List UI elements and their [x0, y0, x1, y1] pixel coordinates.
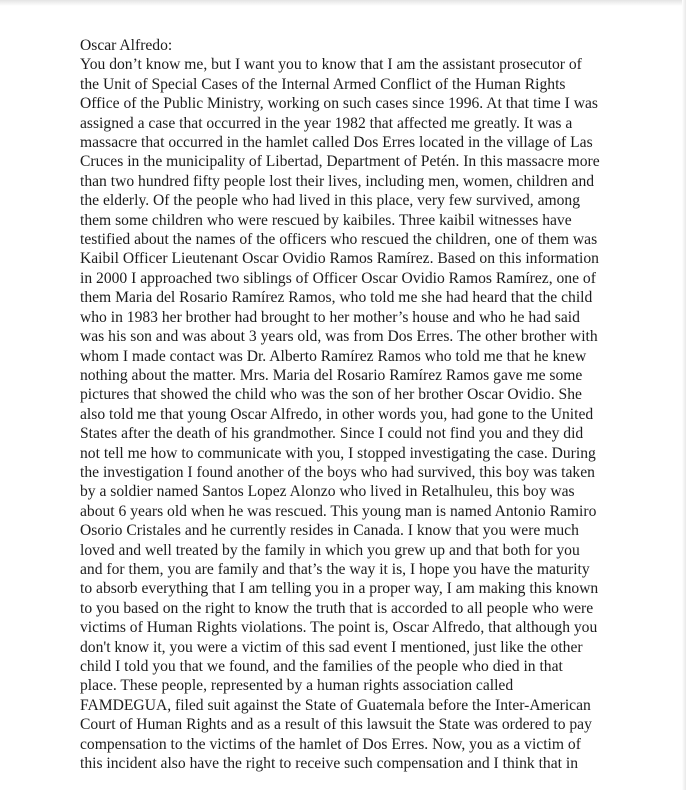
letter-line: States after the death of his grandmother. Since I could not find you and they did	[80, 425, 584, 443]
letter-line: also told me that young Oscar Alfredo, in other words you, had gone to the United	[80, 405, 594, 423]
letter-line: Kaibil Officer Lieutenant Oscar Ovidio Ramos Ramírez. Based on this information	[80, 250, 599, 268]
letter-line: was his son and was about 3 years old, was from Dos Erres. The other brother with	[80, 328, 598, 346]
letter-line: assigned a case that occurred in the year 1982 that affected me greatly. It was a	[80, 114, 573, 132]
letter-line: this incident also have the right to receive such compensation and I think that in	[80, 755, 579, 773]
letter-line: nothing about the matter. Mrs. Maria del Rosario Ramírez Ramos gave me some	[80, 366, 583, 384]
letter-line: the elderly. Of the people who had lived in this place, very few survived, among	[80, 192, 581, 210]
letter-line: to absorb everything that I am telling you in a proper way, I am making this known	[80, 580, 599, 598]
letter-line: FAMDEGUA, filed suit against the State of Guatemala before the Inter-American	[80, 696, 591, 714]
letter-line: Cruces in the municipality of Libertad, Department of Petén. In this massacre more	[80, 153, 600, 171]
letter-line: them Maria del Rosario Ramírez Ramos, who told me she had heard that the child	[80, 289, 593, 307]
page-right-edge	[682, 0, 686, 790]
letter-line: and for them, you are family and that’s the way it is, I hope you have the maturity	[80, 560, 590, 578]
letter-line: the investigation I found another of the boys who had survived, this boy was taken	[80, 463, 595, 481]
letter-line: them some children who were rescued by kaibiles. Three kaibil witnesses have	[80, 211, 572, 229]
letter-line: not tell me how to communicate with you, I stopped investigating the case. During	[80, 444, 596, 462]
letter-line: victims of Human Rights violations. The point is, Oscar Alfredo, that although you	[80, 619, 598, 637]
letter-line: place. These people, represented by a human rights association called	[80, 677, 514, 695]
letter-line: Osorio Cristales and he currently resides in Canada. I know that you were much	[80, 522, 579, 540]
letter-line: You don’t know me, but I want you to know that I am the assistant prosecutor of	[80, 56, 582, 74]
letter-line: the Unit of Special Cases of the Internal Armed Conflict of the Human Rights	[80, 75, 566, 93]
letter-body	[80, 36, 676, 773]
letter-salutation: Oscar Alfredo:	[80, 37, 173, 54]
page-top-edge	[0, 0, 686, 6]
letter-line: in 2000 I approached two siblings of Officer Oscar Ovidio Ramos Ramírez, one of	[80, 269, 596, 287]
letter-paragraph	[80, 55, 676, 773]
letter-line: testified about the names of the officers who rescued the children, one of them was	[80, 231, 598, 249]
letter-line: loved and well treated by the family in which you grew up and that both for you	[80, 541, 580, 559]
letter-line: than two hundred fifty people lost their lives, including men, women, children and	[80, 172, 595, 190]
letter-line: to you based on the right to know the truth that is accorded to all people who were	[80, 599, 594, 617]
letter-line: Court of Human Rights and as a result of this lawsuit the State was ordered to pay	[80, 716, 592, 734]
letter-line: don't know it, you were a victim of this sad event I mentioned, just like the other	[80, 638, 583, 656]
letter-line: pictures that showed the child who was the son of her brother Oscar Ovidio. She	[80, 386, 582, 404]
letter-line: about 6 years old when he was rescued. This young man is named Antonio Ramiro	[80, 502, 597, 520]
letter-line: whom I made contact was Dr. Alberto Ramírez Ramos who told me that he knew	[80, 347, 587, 365]
letter-line: compensation to the victims of the hamlet of Dos Erres. Now, you as a victim of	[80, 735, 581, 753]
letter-line: Office of the Public Ministry, working on such cases since 1996. At that time I was	[80, 95, 598, 113]
letter-line: by a soldier named Santos Lopez Alonzo who lived in Retalhuleu, this boy was	[80, 483, 575, 501]
letter-line: who in 1983 her brother had brought to her mother’s house and who he had said	[80, 308, 580, 326]
letter-line: massacre that occurred in the hamlet called Dos Erres located in the village of Las	[80, 134, 593, 152]
letter-line: child I told you that we found, and the families of the people who died in that	[80, 658, 563, 675]
